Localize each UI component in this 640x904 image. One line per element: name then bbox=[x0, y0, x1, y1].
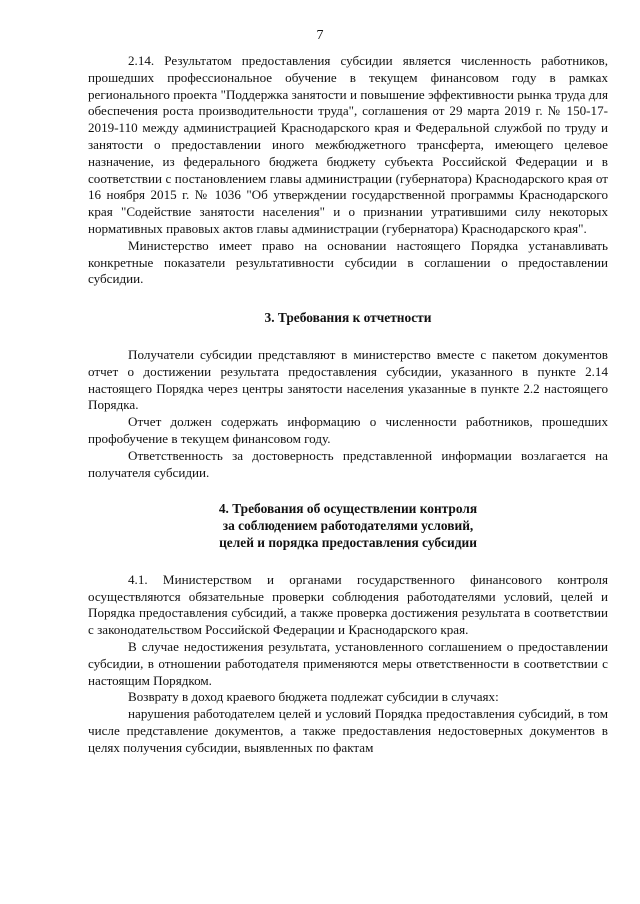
section-4-heading-line: за соблюдением работодателями условий, bbox=[222, 518, 474, 534]
section-4-heading bbox=[88, 501, 608, 551]
section-4-heading-line: 4. Требования об осуществлении контроля bbox=[218, 501, 478, 517]
paragraph-2-14: 2.14. Результатом предоставления субсидии является численность работников, прошедших профессиональное обучение в текущем финансовом году в рамках регионального проекта "Поддержка занятости и повышение эффективности рынка труда для обеспечения роста производительности труда", соглашения от 29 марта 2019 г. № 150-17-2019-110 между администрацией Краснодарского края и Федеральной службой по труду и занятости о предоставлении иного межбюджетного трансферта, имеющего целевое назначение, из федерального бюджета бюджету субъекта Российской Федерации и в соответствии с постановлением главы администрации (губернатора) Краснодарского края от 16 ноября 2015 г. № 1036 "Об утверждении государственной программы Краснодарского края "Содействие занятости населения" и о признании утратившими силу некоторых нормативных правовых актов главы администрации (губернатора) Краснодарского края". bbox=[88, 53, 608, 236]
section-3-heading: 3. Требования к отчетности bbox=[264, 310, 432, 326]
section-4-paragraph: 4.1. Министерством и органами государственного финансового контроля осуществляются обязательные проверки соблюдения работодателями условий, целей и Порядка предоставления субсидий, а также проверка достижения результата в соответствии с законодательством Российской Федерации и Краснодарского края. bbox=[88, 571, 608, 638]
paragraph-ministry-right: Министерство имеет право на основании настоящего Порядка устанавливать конкретные показатели результативности субсидии в соглашении о предоставлении субсидии. bbox=[88, 237, 608, 287]
section-3-paragraph: Ответственность за достоверность представленной информации возлагается на получателя субсидии. bbox=[88, 447, 608, 480]
section-4-paragraph: нарушения работодателем целей и условий Порядка предоставления субсидий, в том числе представление документов, а также предоставления недостоверных документов в целях получения субсидии, выявленных по фактам bbox=[88, 706, 608, 755]
page-number: 7 bbox=[316, 28, 324, 43]
section-4-paragraph: Возврату в доход краевого бюджета подлежат субсидии в случаях: bbox=[128, 689, 499, 705]
section-4-paragraph: В случае недостижения результата, установленного соглашением о предоставлении субсидии, в отношении работодателя применяются меры ответственности в соответствии с настоящим Порядком. bbox=[88, 638, 608, 688]
section-3-paragraph: Получатели субсидии представляют в министерство вместе с пакетом документов отчет о достижении результата предоставления субсидии, указанного в пункте 2.14 настоящего Порядка через центры занятости населения указанные в пункте 2.2 настоящего Порядка. bbox=[88, 346, 608, 413]
document-body bbox=[88, 53, 608, 756]
section-3-paragraph: Отчет должен содержать информацию о численности работников, прошедших профобучение в текущем финансовом году. bbox=[88, 414, 608, 446]
section-4-heading-line: целей и порядка предоставления субсидии bbox=[219, 534, 477, 550]
